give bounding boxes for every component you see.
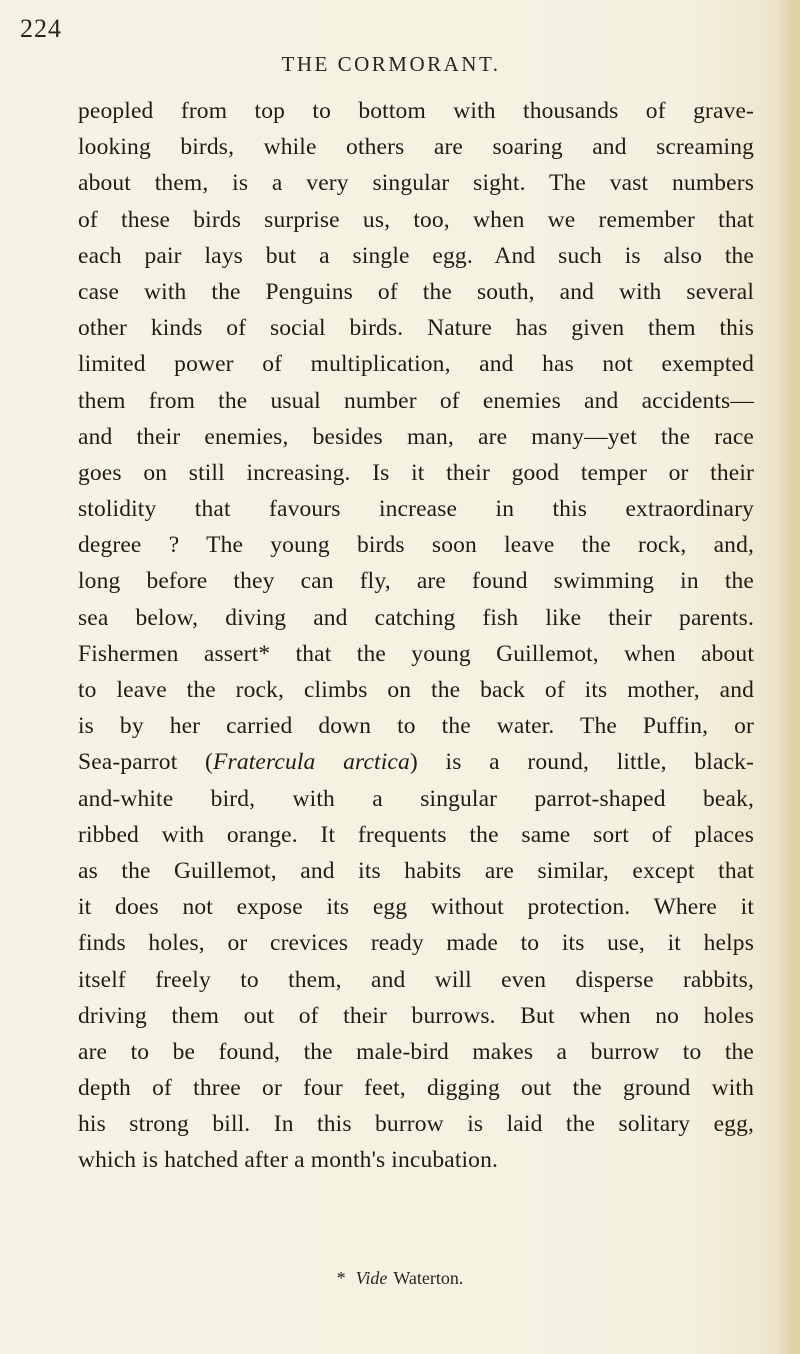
text-line: sea below, diving and catching fish like their parents. (78, 604, 754, 631)
page-edge-shading (778, 0, 800, 1354)
text-line: of these birds surprise us, too, when we remember that (78, 206, 754, 233)
text-line: long before they can fly, are found swimming in the (78, 568, 754, 595)
text-line-with-italic (78, 744, 754, 780)
running-head-title: THE CORMORANT. (281, 52, 501, 76)
text-line: his strong bill. In this burrow is laid the solitary egg, (78, 1111, 754, 1138)
text-line: driving them out of their burrows. But when no holes (78, 1002, 754, 1029)
text-line: depth of three or four feet, digging out the ground with (78, 1075, 754, 1102)
text-line: it does not expose its egg without protection. Where it (78, 894, 754, 921)
text-line: stolidity that favours increase in this extraordinary (78, 496, 754, 523)
text-line: them from the usual number of enemies and accidents— (78, 387, 754, 414)
text-line: other kinds of social birds. Nature has given them this (78, 315, 754, 342)
body-text (78, 93, 754, 1179)
text-line: about them, is a very singular sight. The vast numbers (78, 170, 754, 197)
text-line: peopled from top to bottom with thousands of grave- (78, 98, 754, 124)
text-line: finds holes, or crevices ready made to its use, it helps (78, 930, 754, 957)
footnote-vide: Vide (355, 1268, 388, 1288)
text-line: is by her carried down to the water. The Puffin, or (78, 713, 754, 740)
text-line: Fishermen assert* that the young Guillemot, when about (78, 640, 754, 667)
text-line: and their enemies, besides man, are many—yet the race (78, 423, 754, 450)
text-line-last: which is hatched after a month's incubation. (78, 1147, 499, 1174)
text-line: to leave the rock, climbs on the back of its mother, and (78, 677, 754, 703)
text-fragment: Sea-parrot ( (78, 749, 214, 776)
text-line: degree ? The young birds soon leave the rock, and, (78, 532, 754, 559)
running-head (0, 52, 800, 77)
text-line: goes on still increasing. Is it their good temper or their (78, 459, 754, 486)
text-line: ribbed with orange. It frequents the same sort of places (78, 821, 754, 848)
text-fragment: ) is a round, little, black- (409, 749, 754, 776)
text-line: are to be found, the male-bird makes a burrow to the (78, 1038, 754, 1065)
page-number: 224 (20, 14, 62, 43)
latin-species-name: Fratercula arctica (213, 749, 410, 776)
text-line: looking birds, while others are soaring and screaming (78, 134, 754, 161)
text-line: each pair lays but a single egg. And such is also the (78, 242, 754, 269)
text-line: and-white bird, with a singular parrot-shaped beak, (78, 785, 754, 812)
footnote (0, 1268, 800, 1289)
text-line: case with the Penguins of the south, and with several (78, 278, 754, 305)
text-line: limited power of multiplication, and has not exempted (78, 351, 754, 378)
text-line: as the Guillemot, and its habits are similar, except that (78, 857, 754, 884)
footnote-source: Waterton. (393, 1268, 464, 1288)
footnote-asterisk: * (336, 1268, 346, 1288)
text-line: itself freely to them, and will even disperse rabbits, (78, 966, 754, 993)
